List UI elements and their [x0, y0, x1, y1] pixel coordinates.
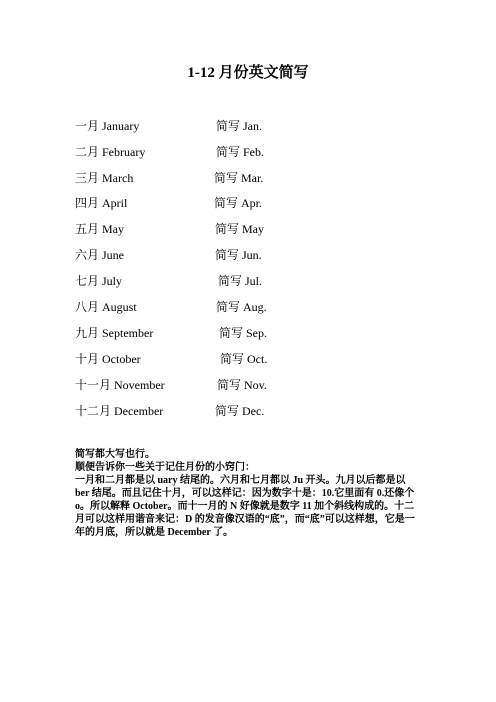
month-name: 五月 May: [75, 222, 124, 236]
month-row-may: [0, 220, 496, 238]
month-row-november: [0, 376, 496, 394]
page-title: 1-12 月份英文简写: [187, 65, 309, 81]
month-abbreviation: 简写 Aug.: [216, 300, 267, 314]
month-abbreviation: 简写 Mar.: [214, 171, 264, 185]
month-abbreviation: 简写 Jul.: [218, 274, 263, 288]
note-intro: 顺便告诉你一些关于记住月份的小窍门：: [75, 462, 255, 473]
month-row-october: [0, 350, 496, 368]
memory-tips: [75, 448, 421, 539]
month-name: 十一月 November: [75, 378, 165, 392]
month-name: 九月 September: [75, 326, 154, 340]
month-row-march: [0, 169, 496, 187]
month-abbreviation: 简写 Dec.: [215, 404, 265, 418]
month-row-december: [0, 402, 496, 420]
month-abbreviation: 简写 Jan.: [216, 119, 262, 133]
month-abbreviation: 简写 Nov.: [217, 378, 267, 392]
month-name: 八月 August: [75, 300, 137, 314]
month-name: 三月 March: [75, 171, 134, 185]
month-name: 六月 June: [75, 248, 124, 262]
month-abbreviation: 简写 May: [215, 222, 264, 236]
month-name: 七月 July: [75, 274, 123, 288]
month-row-august: [0, 298, 496, 316]
month-abbreviation: 简写 Oct.: [220, 352, 268, 366]
month-row-february: [0, 143, 496, 161]
month-abbreviation: 简写 Apr.: [214, 196, 263, 210]
month-name: 四月 April: [75, 196, 128, 210]
month-row-june: [0, 246, 496, 264]
note-tips-paragraph: 一月和二月都是以 uary 结尾的。六月和七月都以 Ju 开头。九月以后都是以 ber 结尾。而且记住十月，可以这样记：因为数字十是：10.它里面有 0.还像个 o。所以解释 October。而十一月的 N 好像就是数字 11 加个斜线构成的。十二月可以这样用谐音来记：D 的发音像汉语的“底”，而“底”可以这样想，它是一年的月底，所以就是 December 了。: [75, 475, 415, 538]
month-name: 一月 January: [75, 119, 140, 133]
month-abbreviation: 简写 Jun.: [215, 248, 262, 262]
month-row-january: [0, 117, 496, 135]
month-name: 十二月 December: [75, 404, 164, 418]
note-uppercase: 简写都大写也行。: [75, 449, 155, 460]
month-row-april: [0, 194, 496, 212]
month-row-july: [0, 272, 496, 290]
month-abbreviation: 简写 Sep.: [219, 326, 268, 340]
month-row-september: [0, 324, 496, 342]
month-name: 二月 February: [75, 145, 146, 159]
month-name: 十月 October: [75, 352, 141, 366]
month-abbreviation: 简写 Feb.: [216, 145, 265, 159]
